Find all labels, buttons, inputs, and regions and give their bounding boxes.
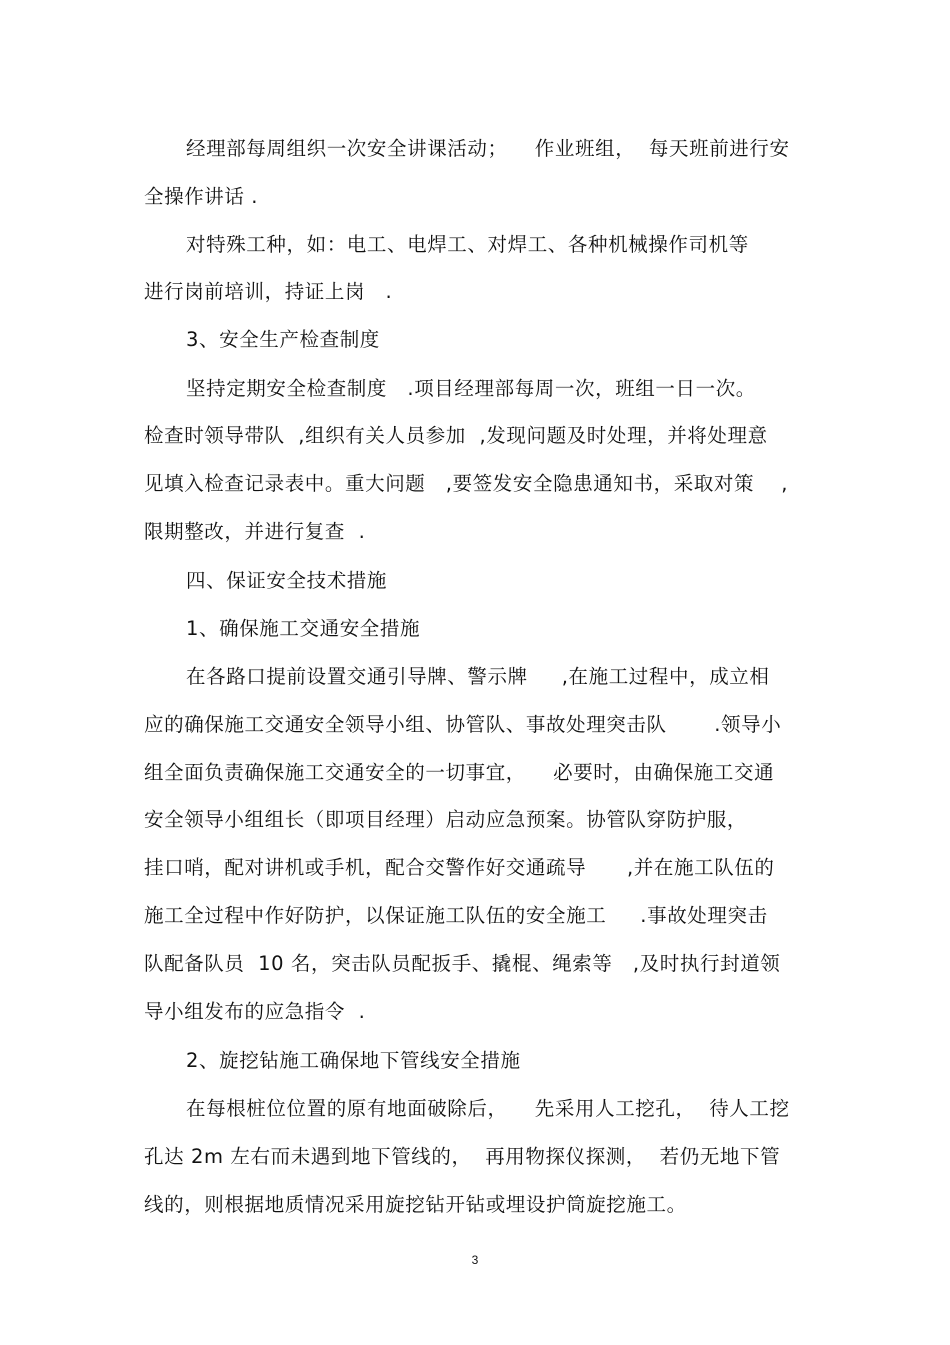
subsection-heading-2: 2、旋挖钻施工确保地下管线安全措施 [186,1049,521,1072]
text-line-1: 经理部每周组织一次安全讲课活动； 作业班组， 每天班前进行安 [186,137,790,160]
text-line-9: 限期整改，并进行复查 . [144,520,366,543]
text-line-7: 检查时领导带队 ,组织有关人员参加 ,发现问题及时处理，并将处理意 [144,424,768,447]
text-line-3: 对特殊工种，如：电工、电焊工、对焊工、各种机械操作司机等 [186,233,749,256]
text-line-18: 队配备队员 10 名，突击队员配扳手、撬棍、绳索等 ,及时执行封道领 [144,952,781,975]
text-line-14: 组全面负责确保施工交通安全的一切事宜， 必要时，由确保施工交通 [144,761,775,784]
subsection-heading-1: 1、确保施工交通安全措施 [186,617,421,640]
text-line-16: 挂口哨，配对讲机或手机，配合交警作好交通疏导 ,并在施工队伍的 [144,856,775,879]
text-line-4: 进行岗前培训，持证上岗 . [144,280,393,303]
text-line-8: 见填入检查记录表中。重大问题 ,要签发安全隐患通知书，采取对策 , [144,472,789,495]
text-line-12: 在各路口提前设置交通引导牌、警示牌 ,在施工过程中，成立相 [186,665,770,688]
text-line-15: 安全领导小组组长（即项目经理）启动应急预案。协管队穿防护服， [144,808,748,831]
text-line-19: 导小组发布的应急指令 . [144,1000,366,1023]
page-number: 3 [471,1253,479,1267]
section-heading-3: 3、安全生产检查制度 [186,328,380,351]
text-line-13: 应的确保施工交通安全领导小组、协管队、事故处理突击队 .领导小 [144,713,782,736]
text-line-17: 施工全过程中作好防护，以保证施工队伍的安全施工 .事故处理突击 [144,904,768,927]
section-heading-4: 四、保证安全技术措施 [186,569,388,592]
text-line-23: 线的，则根据地质情况采用旋挖钻开钻或埋设护筒旋挖施工。 [144,1193,687,1216]
text-line-2: 全操作讲话 . [144,185,259,208]
text-line-6: 坚持定期安全检查制度 .项目经理部每周一次，班组一日一次。 [186,377,756,400]
text-line-21: 在每根桩位位置的原有地面破除后， 先采用人工挖孔， 待人工挖 [186,1097,790,1120]
text-line-22: 孔达 2m 左右而未遇到地下管线的， 再用物探仪探测， 若仍无地下管 [144,1145,781,1168]
